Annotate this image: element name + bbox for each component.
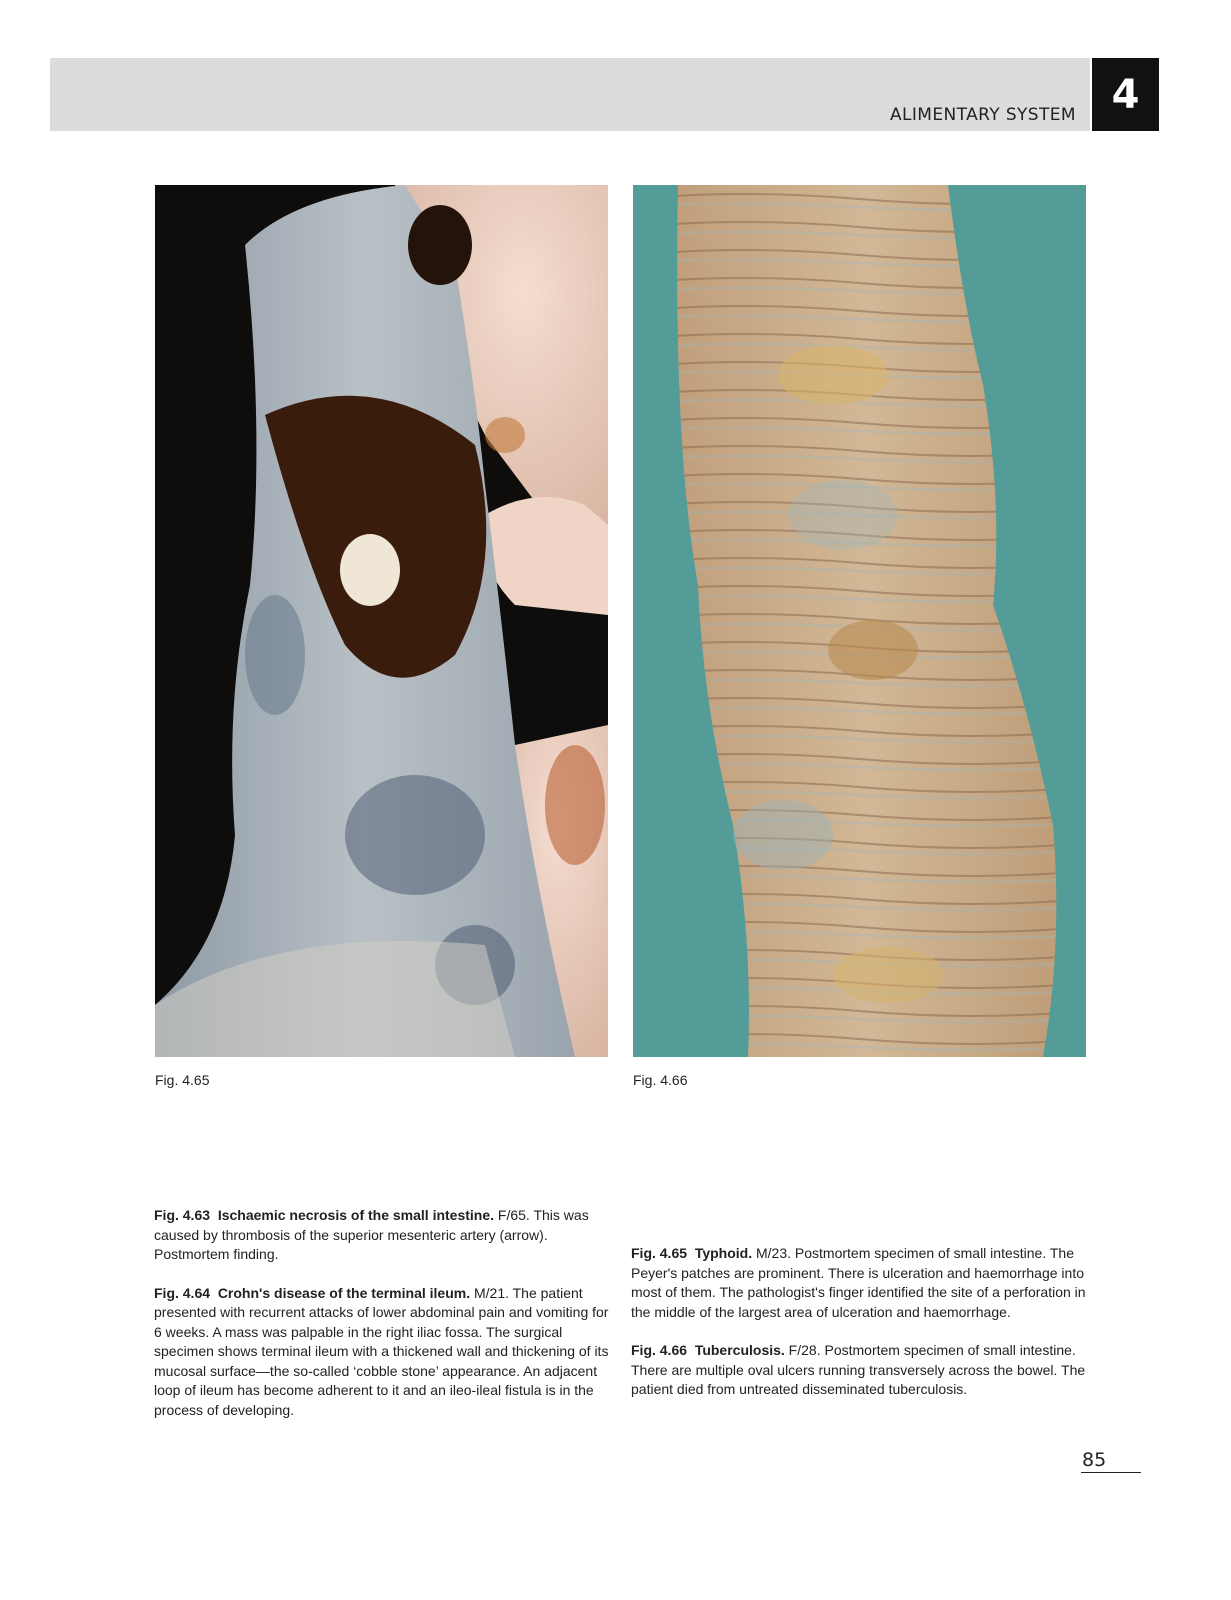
- caption-column-left: [154, 1206, 609, 1439]
- caption-text: M/21. The patient presented with recurrent attacks of lower abdominal pain and vomiting for 6 weeks. A mass was palpable in the right iliac fossa. The surgical specimen shows terminal ileum with a thickened wall and thickening of its mucosal surface—the so-called ‘cobble stone’ appearance. An adjacent loop of ileum has become adherent to it and an ileo-ileal fistula is in the process of developing.: [154, 1284, 609, 1418]
- caption-text: M/23. Postmortem specimen of small intestine. The Peyer's patches are prominent. There is ulceration and haemorrhage into most of them. The pathologist's finger identified the site of a perforation in the middle of the largest area of ulceration and haemorrhage.: [631, 1245, 1086, 1320]
- figure-4-65-photo: [155, 185, 608, 1057]
- section-title: ALIMENTARY SYSTEM: [889, 105, 1076, 125]
- caption-title: Tuberculosis.: [694, 1342, 785, 1358]
- caption-fig-4-66: [631, 1341, 1086, 1400]
- caption-title: Ischaemic necrosis of the small intestine.: [217, 1207, 495, 1223]
- figure-label: Fig. 4.66: [633, 1072, 688, 1088]
- tuberculosis-specimen-image: [633, 185, 1086, 1057]
- caption-fig-4-64: [154, 1284, 609, 1421]
- caption-number: Fig. 4.64: [154, 1284, 211, 1301]
- caption-number: Fig. 4.65: [631, 1245, 688, 1261]
- chapter-number-badge: 4: [1092, 58, 1159, 131]
- caption-fig-4-63: [154, 1206, 609, 1265]
- caption-number: Fig. 4.63: [154, 1207, 211, 1223]
- caption-fig-4-65: [631, 1244, 1086, 1322]
- caption-number: Fig. 4.66: [631, 1342, 688, 1358]
- figure-4-66-photo: [633, 185, 1086, 1057]
- page-number-rule: [1081, 1472, 1141, 1473]
- typhoid-specimen-image: [155, 185, 608, 1057]
- caption-text: F/65. This was caused by thrombosis of the superior mesenteric artery (arrow). Postmortem finding.: [154, 1207, 589, 1262]
- caption-title: Typhoid.: [694, 1245, 753, 1261]
- running-header: [50, 58, 1090, 131]
- caption-text: F/28. Postmortem specimen of small intestine. There are multiple oval ulcers running transversely across the bowel. The patient died from untreated disseminated tuberculosis.: [631, 1342, 1086, 1397]
- caption-column-right: [631, 1244, 1086, 1419]
- page-number: 85: [1082, 1449, 1107, 1471]
- caption-title: Crohn's disease of the terminal ileum.: [217, 1284, 471, 1301]
- figure-label: Fig. 4.65: [155, 1072, 210, 1088]
